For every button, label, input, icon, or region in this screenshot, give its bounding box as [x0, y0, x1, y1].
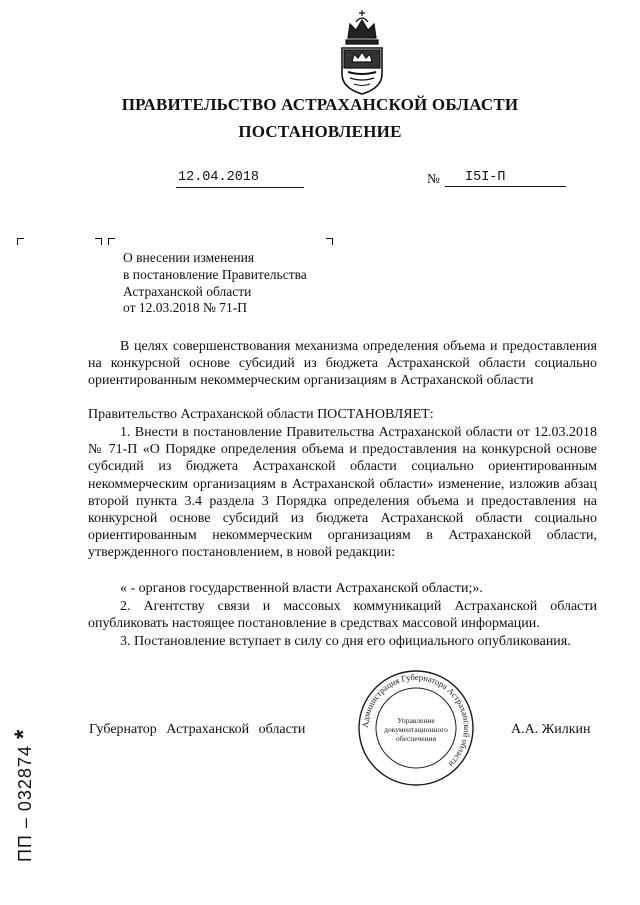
subject-line: от 12.03.2018 № 71-П — [123, 300, 247, 316]
corner-bracket-icon — [108, 238, 115, 245]
signatory-position: Губернатор Астраханской области — [89, 722, 306, 737]
subject-block — [123, 250, 307, 317]
stamp-inner-line: обеспечения — [395, 734, 437, 743]
stamp-outer-text: Администрация Губернатора Астраханской области — [359, 671, 473, 770]
signatory-name: А.А. Жилкин — [511, 722, 591, 737]
stamp-inner-line: Управление — [397, 716, 435, 725]
document-date: 12.04.2018 — [176, 170, 304, 188]
document-number: I5I-П — [445, 170, 566, 187]
official-stamp — [356, 668, 476, 788]
resolves-paragraph: Правительство Астраханской области ПОСТАНОВЛЯЕТ: — [88, 407, 434, 422]
item-3-paragraph: 3. Постановление вступает в силу со дня его официального опубликования. — [120, 634, 571, 649]
subject-line: Астраханской области — [123, 283, 252, 299]
preamble-paragraph: В целях совершенствования механизма определения объема и предоставления на конкурсной основе субсидий из бюджета Астраханской области социально ориентированным некоммерческим организациям в Астраханской области — [88, 339, 597, 389]
coat-of-arms-icon — [332, 8, 392, 96]
item-1-paragraph: 1. Внести в постановление Правительства Астраханской области от 12.03.2018 № 71-П «О Порядке определения объема и предоставления на конкурсной основе субсидий из бюджета Астраханской области социально ориентированным некоммерческим организациям в Астраханской области» изменение, изложив абзац второй пункта 3.4 раздела 3 Порядка определения объема и предоставления на конкурсной основе субсидий из бюджета Астраханской области социально ориентированным некоммерческим организациям в Астраханской области, утвержденного постановлением, в новой редакции: — [88, 425, 597, 561]
document-type-heading: ПОСТАНОВЛЕНИЕ — [238, 122, 402, 141]
item-2-paragraph: 2. Агентству связи и массовых коммуникаций Астраханской области опубликовать настоящее постановление в средствах массовой информации. — [88, 599, 597, 632]
margin-registration-code — [10, 729, 38, 862]
star-icon: * — [10, 728, 37, 740]
subject-line: О внесении изменения — [123, 250, 255, 265]
corner-bracket-icon — [326, 238, 333, 245]
margin-code-text: ПП – 032874 — [15, 745, 35, 862]
number-sign: № — [427, 171, 440, 186]
stamp-inner-line: документационного — [384, 725, 448, 734]
corner-bracket-icon — [95, 238, 102, 245]
item-1-quote: « - органов государственной власти Астраханской области;». — [120, 581, 483, 596]
subject-line: в постановление Правительства — [123, 266, 307, 282]
government-heading: ПРАВИТЕЛЬСТВО АСТРАХАНСКОЙ ОБЛАСТИ — [121, 95, 519, 114]
corner-bracket-icon — [17, 238, 24, 245]
